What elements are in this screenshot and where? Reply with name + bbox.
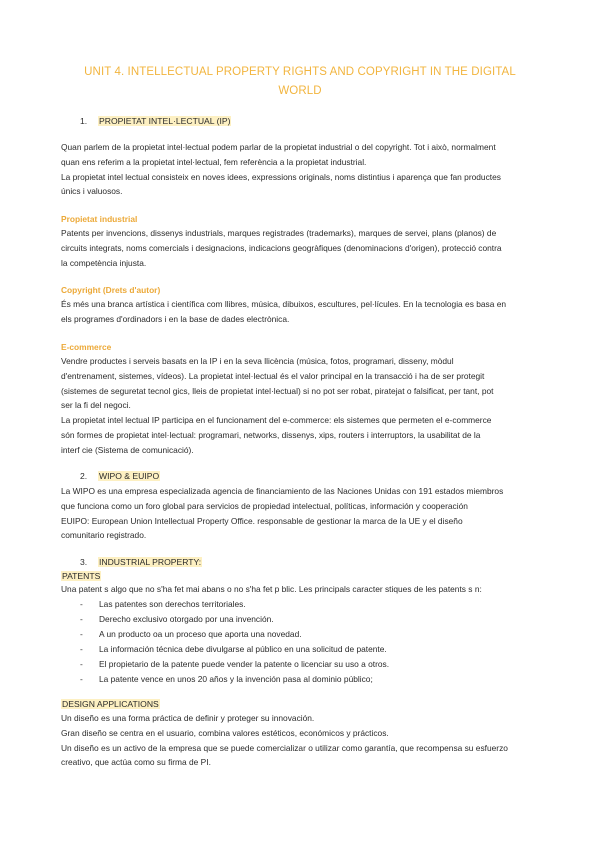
list-dash: - [80, 673, 83, 684]
design-line: Un diseño es un activo de la empresa que se puede comercializar o utilizar como garantía, que recompensa su esfuerzo [61, 742, 508, 753]
list-dash: - [80, 643, 83, 654]
ecommerce-line: d'entrenament, sistemes, vídeos). La propietat intel·lectual és el valor principal en la transacció i ha de ser protegit [61, 370, 485, 381]
industrial-heading: Propietat industrial [61, 214, 138, 224]
design-heading [61, 698, 160, 710]
list-dash: - [80, 599, 83, 609]
wipo-line: La WIPO es una empresa especializada agencia de financiamiento de las Naciones Unidas con 191 estados miembros [61, 486, 504, 496]
intro-line: Quan parlem de la propietat intel·lectual podem parlar de la propietat industrial o del copyright. Tot i això, normalment [61, 142, 496, 152]
list-item [80, 612, 389, 627]
design-line: creativo, que actúa como su firma de PI. [61, 757, 211, 768]
copyright-line: els programes d'ordinadors i en la base de dades electrònica. [61, 313, 290, 324]
list-dash: - [80, 613, 83, 624]
patents-intro-line: Una patent s algo que no s'ha fet mai abans o no s'ha fet p blic. Les principals caracter stiques de les patents s n: [61, 584, 482, 594]
section-1-number: 1. [80, 116, 88, 126]
ecommerce-line: (sistemes de seguretat tecnol gics, lleis de propietat intel·lectual) si no pot ser robat, piratejat o falsificat, per tant, pot [61, 385, 494, 396]
intro-line: quan ens referim a la propietat intel·lectual, fem referència a la propietat industrial. [61, 156, 367, 167]
industrial-line: Patents per invencions, dissenys industrials, marques registrades (trademarks), marques de servei, plans (planos) de [61, 228, 497, 238]
intro-line: La propietat intel lectual consisteix en noves idees, expressions originals, noms distintius i aparença que fan productes [61, 171, 501, 182]
patents-heading-text: PATENTS [62, 571, 101, 581]
ecommerce-line: Vendre productes i serveis basats en la IP i en la seva llicència (música, fotos, programari, disseny, mòdul [61, 356, 454, 366]
document-title [60, 63, 540, 101]
list-item-text: Las patentes son derechos territoriales. [99, 599, 246, 609]
section-3-title: INDUSTRIAL PROPERTY: [99, 557, 202, 567]
list-item-text: La información técnica debe divulgarse al público en una solicitud de patente. [99, 643, 387, 654]
design-heading-text: DESIGN APPLICATIONS [62, 699, 159, 709]
section-2-heading [80, 470, 160, 482]
wipo-paragraph [61, 484, 541, 543]
section-2-number: 2. [80, 471, 88, 481]
patents-heading [61, 570, 101, 582]
title-line-1: UNIT 4. INTELLECTUAL PROPERTY RIGHTS AND COPYRIGHT IN THE DIGITAL [84, 66, 516, 78]
wipo-line: que funciona como un foro global para servicios de propiedad intelectual, políticas, información y cooperación [61, 500, 468, 511]
list-item-text: A un producto oa un proceso que aporta una novedad. [99, 628, 302, 639]
title-line-2: WORLD [278, 85, 322, 97]
ecommerce-line: ser la fi del negoci. [61, 400, 131, 411]
list-dash: - [80, 628, 83, 639]
ecommerce-heading: E-commerce [61, 342, 112, 352]
ecommerce-line: són formes de propietat intel·lectual: programari, networks, dissenys, xips, routers i interruptors, la usabilitat de la [61, 429, 481, 440]
section-3-number: 3. [80, 557, 88, 567]
list-item [80, 657, 389, 672]
section-3-heading [80, 556, 202, 568]
copyright-heading: Copyright (Drets d'autor) [61, 285, 161, 295]
list-item [80, 672, 389, 687]
section-2-title: WIPO & EUIPO [99, 471, 160, 481]
list-item [80, 627, 389, 642]
industrial-line: la competència injusta. [61, 257, 147, 268]
industrial-paragraph [61, 226, 541, 270]
copyright-line: És més una branca artística i científica com llibres, música, dibuixos, escultures, pel·lícules. En la tecnologia es basa en [61, 299, 507, 309]
ecommerce-line: interf cie (Sistema de comunicació). [61, 444, 194, 455]
intro-line: únics i valuosos. [61, 186, 123, 197]
list-item [80, 597, 389, 612]
list-item-text: La patente vence en unos 20 años y la invención pasa al dominio público; [99, 673, 373, 684]
ecommerce-line: La propietat intel lectual IP participa en el funcionament del e-commerce: els sistemes que permeten el e-commerce [61, 415, 492, 426]
list-item-text: Derecho exclusivo otorgado por una invención. [99, 613, 274, 624]
design-line: Un diseño es una forma práctica de definir y proteger su innovación. [61, 713, 315, 723]
copyright-paragraph [61, 297, 541, 327]
design-line: Gran diseño se centra en el usuario, combina valores estéticos, económicos y prácticos. [61, 727, 389, 738]
list-dash: - [80, 658, 83, 669]
intro-paragraph [61, 140, 541, 199]
design-paragraph [61, 711, 541, 770]
list-item [80, 642, 389, 657]
patents-list [80, 597, 389, 686]
list-item-text: El propietario de la patente puede vender la patente o licenciar su uso a otros. [99, 658, 390, 669]
wipo-line: comunitario registrado. [61, 530, 147, 541]
industrial-line: circuits integrats, noms comercials i designacions, indicacions geogràfiques (denominacions d'origen), protecció contra [61, 242, 502, 253]
ecommerce-paragraph [61, 354, 541, 458]
wipo-line: EUIPO: European Union Intellectual Property Office. responsable de gestionar la marca de la UE y el diseño [61, 515, 463, 526]
patents-intro [61, 582, 541, 597]
section-1-heading [80, 115, 231, 127]
section-1-title: PROPIETAT INTEL·LECTUAL (IP) [99, 116, 231, 126]
